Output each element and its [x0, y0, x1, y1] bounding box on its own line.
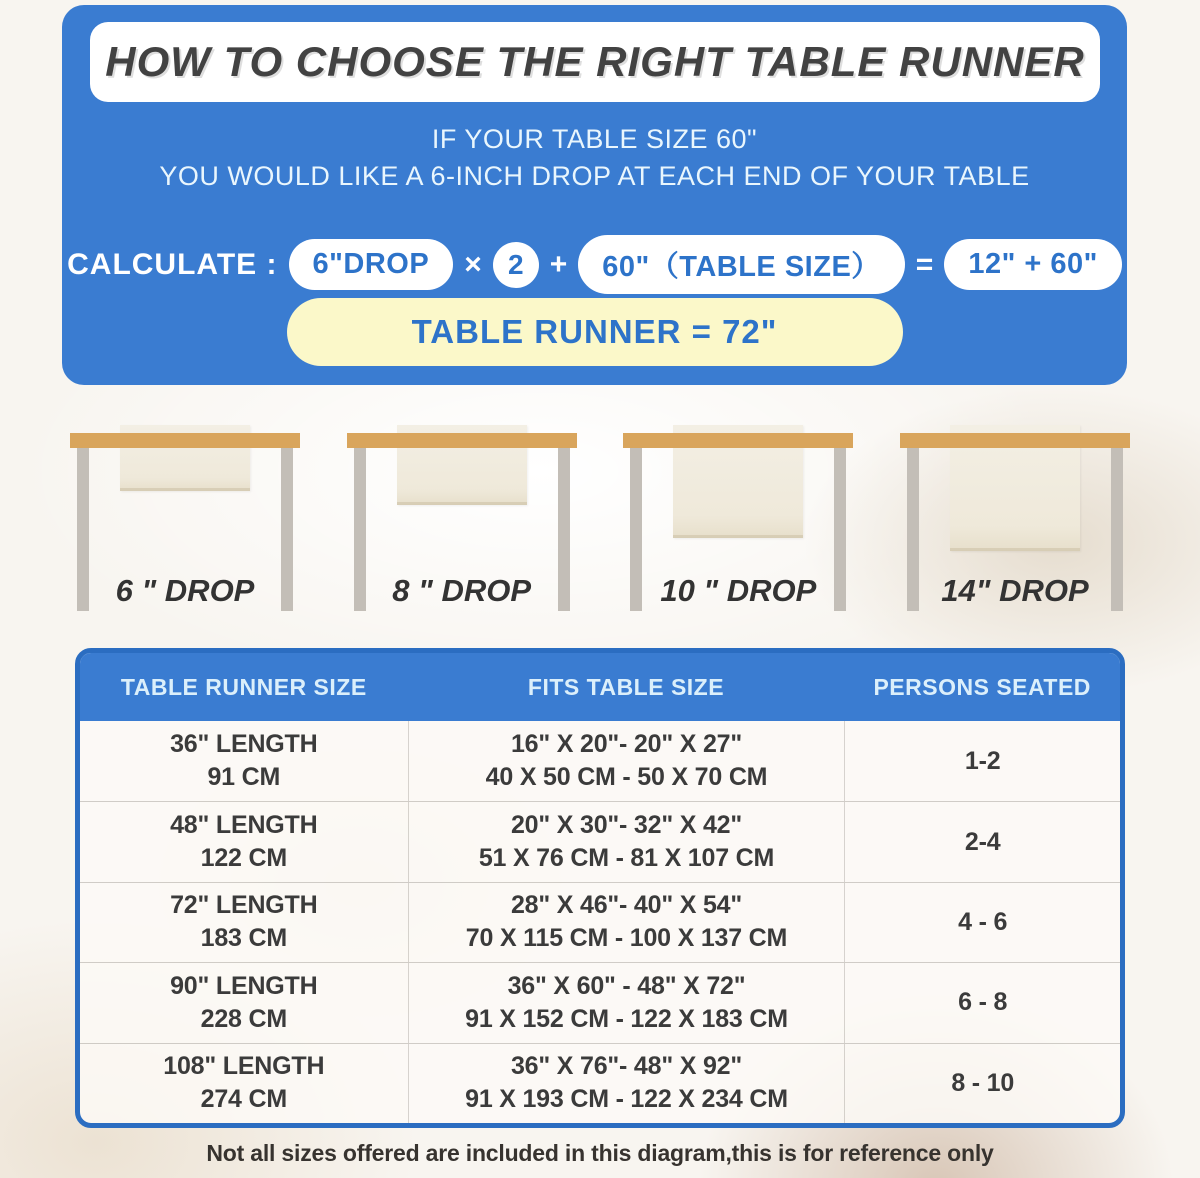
drop-label: 8 " DROP [392, 573, 532, 608]
drop-value-pill: 6"DROP [289, 239, 454, 290]
runner-size-cell [80, 963, 408, 1042]
persons-seated-cell [844, 883, 1120, 962]
fits-table-cell [408, 1044, 845, 1123]
fits-table-cm: 91 X 152 CM - 122 X 183 CM [465, 1004, 788, 1033]
tabletop [900, 433, 1130, 448]
calculation-row [62, 235, 1127, 294]
fits-table-cell [408, 721, 845, 801]
fits-table-inches: 28" X 46"- 40" X 54" [510, 891, 743, 920]
size-reference-table [75, 648, 1125, 1128]
col-header-runner-size: TABLE RUNNER SIZE [120, 673, 367, 700]
tabletop [347, 433, 577, 448]
runner-size-cm: 122 CM [200, 844, 287, 873]
runner-size-inches: 48" LENGTH [170, 811, 318, 840]
drop-figure-10in [623, 425, 853, 613]
fits-table-cm: 70 X 115 CM - 100 X 137 CM [465, 924, 788, 953]
persons-seated-value: 6 - 8 [958, 988, 1008, 1017]
runner-size-cell [80, 883, 408, 962]
runner-size-cell [80, 802, 408, 881]
runner-size-inches: 108" LENGTH [163, 1052, 325, 1081]
persons-seated-cell [844, 1044, 1120, 1123]
runner-size-inches: 72" LENGTH [170, 891, 318, 920]
col-header-fits-table: FITS TABLE SIZE [527, 673, 725, 700]
size-table-body [80, 721, 1120, 1123]
fits-table-cm: 51 X 76 CM - 81 X 107 CM [478, 844, 775, 873]
table-size-pill: 60"（TABLE SIZE） [578, 235, 905, 294]
fits-table-cell [408, 883, 845, 962]
runner-size-cm: 228 CM [200, 1004, 287, 1033]
equals-operator: = [915, 247, 934, 281]
persons-seated-value: 4 - 6 [958, 907, 1008, 936]
persons-seated-cell [844, 802, 1120, 881]
subtitle-line-2: YOU WOULD LIKE A 6-INCH DROP AT EACH END OF YOUR TABLE [159, 161, 1030, 191]
runner-size-inches: 36" LENGTH [170, 730, 318, 759]
fits-table-cell [408, 963, 845, 1042]
fits-table-inches: 20" X 30"- 32" X 42" [510, 811, 743, 840]
tabletop [623, 433, 853, 448]
runner-size-cm: 183 CM [200, 924, 287, 953]
page-title: HOW TO CHOOSE THE RIGHT TABLE RUNNER [105, 38, 1085, 85]
sum-pill: 12" + 60" [944, 239, 1122, 290]
drop-figure-6in [70, 425, 300, 613]
drop-figure-14in [900, 425, 1130, 613]
fits-table-cm: 40 X 50 CM - 50 X 70 CM [485, 763, 768, 792]
fits-table-cell [408, 802, 845, 881]
runner-size-cell [80, 721, 408, 801]
subtitle-line-1: IF YOUR TABLE SIZE 60" [431, 124, 758, 154]
table-row [80, 721, 1120, 801]
table-row [80, 882, 1120, 962]
table-row [80, 962, 1120, 1042]
persons-seated-value: 2-4 [964, 827, 1001, 856]
runner-size-cm: 274 CM [200, 1085, 287, 1114]
title-banner [90, 22, 1100, 102]
multiply-operator: × [464, 247, 482, 281]
plus-operator: + [549, 247, 568, 281]
drop-examples [70, 425, 1130, 613]
runner-size-cm: 91 CM [207, 763, 281, 792]
subtitle [62, 121, 1127, 195]
header-panel [62, 5, 1127, 385]
disclaimer-note: Not all sizes offered are included in this diagram,this is for reference only [206, 1140, 994, 1166]
fits-table-cm: 91 X 193 CM - 122 X 234 CM [465, 1085, 788, 1114]
persons-seated-value: 1-2 [964, 746, 1001, 775]
multiplier-badge: 2 [493, 242, 539, 288]
drop-label: 10 " DROP [660, 573, 817, 608]
tabletop [70, 433, 300, 448]
table-row [80, 801, 1120, 881]
col-header-persons: PERSONS SEATED [873, 673, 1091, 700]
persons-seated-value: 8 - 10 [951, 1068, 1015, 1097]
fits-table-inches: 36" X 76"- 48" X 92" [510, 1052, 743, 1081]
persons-seated-cell [844, 721, 1120, 801]
table-row [80, 1043, 1120, 1123]
size-table-header [80, 653, 1120, 721]
drop-label: 6 " DROP [115, 573, 255, 608]
runner-size-inches: 90" LENGTH [170, 971, 318, 1000]
drop-label: 14" DROP [941, 573, 1089, 608]
persons-seated-cell [844, 963, 1120, 1042]
drop-figure-8in [347, 425, 577, 613]
calculate-label: CALCULATE : [67, 247, 278, 281]
runner-size-cell [80, 1044, 408, 1123]
fits-table-inches: 36" X 60" - 48" X 72" [507, 971, 746, 1000]
fits-table-inches: 16" X 20"- 20" X 27" [510, 730, 743, 759]
runner-result-pill: TABLE RUNNER = 72" [287, 298, 903, 366]
